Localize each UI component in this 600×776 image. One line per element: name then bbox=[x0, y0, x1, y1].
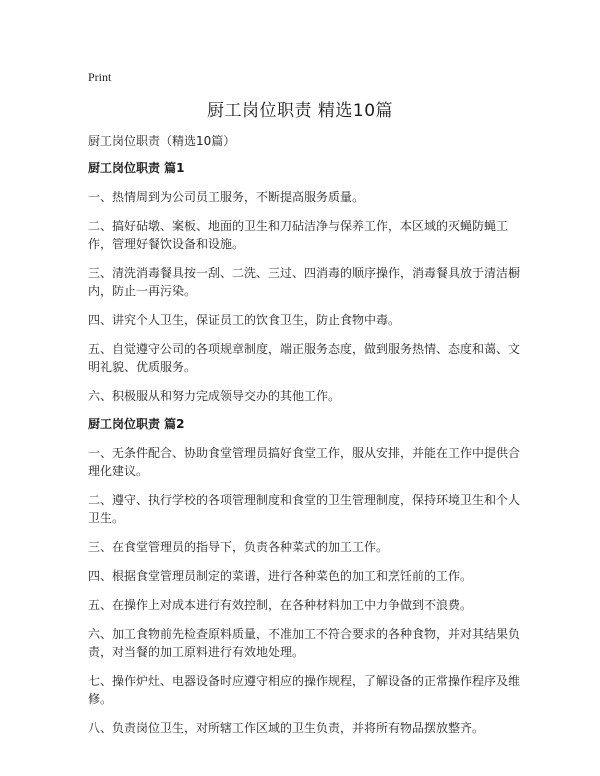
paragraph: 三、清洗消毒餐具按一刮、二洗、三过、四消毒的顺序操作，消毒餐具放于清洁橱内，防止一再污染。 bbox=[88, 266, 521, 298]
paragraph: 四、根据食堂管理员制定的菜谱，进行各种菜色的加工和烹饪前的工作。 bbox=[88, 569, 473, 583]
paragraph: 五、在操作上对成本进行有效控制，在各种材料加工中力争做到不浪费。 bbox=[88, 598, 473, 612]
paragraph: 三、在食堂管理员的指导下，负责各种菜式的加工工作。 bbox=[88, 540, 389, 554]
paragraph: 一、热情周到为公司员工服务，不断提高服务质量。 bbox=[88, 190, 365, 204]
section-heading: 厨工岗位职责 篇2 bbox=[88, 417, 185, 431]
section-2 bbox=[88, 416, 522, 737]
paragraph: 一、无条件配合、协助食堂管理员搞好食堂工作，服从安排，并能在工作中提供合理化建议。 bbox=[88, 446, 521, 478]
paragraph: 二、搞好砧墩、案板、地面的卫生和刀砧洁净与保养工作，本区域的灭蝇防蝇工作，管理好餐饮设备和设施。 bbox=[88, 219, 509, 251]
paragraph: 六、积极服从和努力完成领导交办的其他工作。 bbox=[88, 389, 341, 403]
document-title: 厨工岗位职责 精选10篇 bbox=[206, 101, 394, 121]
section-heading: 厨工岗位职责 篇1 bbox=[88, 161, 185, 175]
document-body bbox=[88, 160, 522, 748]
paragraph: 七、操作炉灶、电器设备时应遵守相应的操作规程，了解设备的正常操作程序及维修。 bbox=[88, 674, 521, 706]
paragraph: 八、负责岗位卫生，对所辖工作区域的卫生负责，并将所有物品摆放整齐。 bbox=[88, 721, 485, 735]
paragraph: 六、加工食物前先检查原料质量，不准加工不符合要求的各种食物，并对其结果负责，对当餐的加工原料进行有效地处理。 bbox=[88, 627, 521, 659]
section-1 bbox=[88, 160, 522, 405]
paragraph: 四、讲究个人卫生，保证员工的饮食卫生，防止食物中毒。 bbox=[88, 313, 401, 327]
paragraph: 五、自觉遵守公司的各项规章制度，端正服务态度，做到服务热情、态度和蔼、文明礼貌、优质服务。 bbox=[88, 342, 521, 374]
document-subtitle: 厨工岗位职责（精选10篇） bbox=[88, 134, 236, 148]
paragraph: 二、遵守、执行学校的各项管理制度和食堂的卫生管理制度，保持环境卫生和个人卫生。 bbox=[88, 493, 521, 525]
print-link[interactable]: Print bbox=[88, 70, 112, 84]
